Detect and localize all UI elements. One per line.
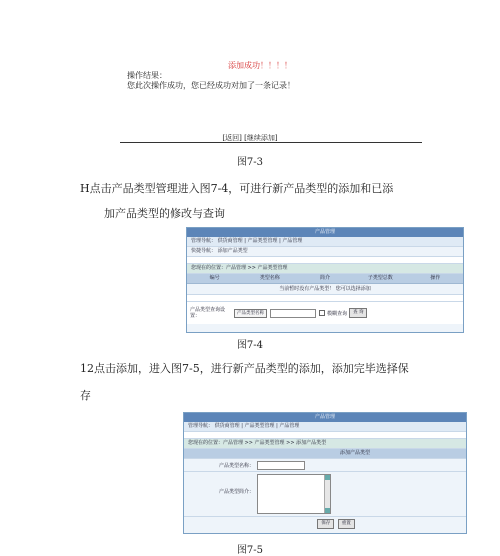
textarea-scrollbar[interactable]	[324, 475, 330, 513]
type-name-input[interactable]	[257, 461, 305, 470]
spacer	[187, 257, 463, 264]
query-button[interactable]: 查 询	[349, 308, 367, 318]
reset-button[interactable]: 重置	[338, 519, 355, 529]
figure-caption-7-4: 图7-4	[236, 340, 264, 351]
col-actions: 操作	[430, 275, 441, 281]
management-nav	[187, 237, 463, 247]
quick-nav-label: 快捷导航：	[191, 248, 217, 254]
type-desc-textarea[interactable]	[257, 474, 331, 514]
col-intro: 简介	[320, 275, 331, 281]
query-label: 产品类型查询设置：	[190, 307, 226, 319]
result-message: 您此次操作成功，您已经成功对加了一条记录！	[127, 81, 295, 90]
back-link[interactable]: [返回]	[222, 134, 242, 142]
col-type-name: 类型名称	[259, 275, 280, 281]
management-nav	[184, 422, 466, 432]
nav-label: 管理导航：	[191, 238, 217, 244]
type-name-label: 产品类型名称：	[218, 462, 254, 469]
success-message: 添加成功！！！！	[228, 61, 292, 70]
query-field-select[interactable]: 产品类型名称	[234, 309, 267, 318]
location-breadcrumb: 您现在的位置：产品管理 >> 产品类型管理	[187, 264, 463, 274]
nav-label: 管理导航：	[188, 423, 214, 429]
description-row	[184, 472, 466, 517]
continue-add-link[interactable]: [继续添加]	[244, 134, 278, 142]
table-header	[187, 274, 463, 284]
col-id: 编号	[209, 275, 220, 281]
form-title: 添加产品类型	[184, 449, 466, 459]
query-input[interactable]	[270, 309, 316, 318]
query-bar	[187, 302, 463, 324]
type-desc-label: 产品类型简介：	[218, 489, 254, 495]
result-label: 操作结果：	[127, 71, 167, 80]
form-buttons	[184, 517, 466, 529]
paragraph-2-line-1: 12点击添加，进入图7-5，进行新产品类型的添加，添加完毕选择保	[80, 362, 409, 375]
spacer	[187, 295, 463, 302]
save-button[interactable]: 保存	[317, 519, 334, 529]
fuzzy-query-checkbox[interactable]	[319, 310, 325, 316]
nav-items[interactable]: 供货商管理 | 产品类型管理 | 产品管理	[217, 238, 303, 244]
panel-header: 产品管理	[184, 413, 466, 422]
add-product-type-panel	[183, 412, 467, 534]
product-type-list-panel	[186, 227, 464, 333]
paragraph-2-line-2: 存	[80, 389, 91, 402]
empty-table-message: 当前暂时没有产品类型！ 您可以选择添加	[187, 284, 463, 295]
divider	[120, 142, 422, 143]
col-subtype-count: 子类型总数	[367, 275, 393, 281]
panel-header: 产品管理	[187, 228, 463, 237]
nav-items[interactable]: 供货商管理 | 产品类型管理 | 产品管理	[214, 423, 300, 429]
name-row	[184, 459, 466, 472]
figure-caption-7-5: 图7-5	[236, 545, 264, 556]
paragraph-1-line-1: H点击产品类型管理进入图7-4，可进行新产品类型的添加和已添	[80, 182, 394, 195]
location-breadcrumb: 您现在的位置：产品管理 >> 产品类型管理 >> 添加产品类型	[184, 439, 466, 449]
paragraph-1-line-2: 加产品类型的修改与查询	[104, 207, 225, 220]
figure-caption-7-3: 图7-3	[236, 157, 264, 168]
add-product-type-link[interactable]: 添加产品类型	[217, 248, 248, 254]
fuzzy-query-label: 模糊查询	[327, 310, 348, 317]
quick-nav	[187, 247, 463, 257]
spacer	[184, 432, 466, 439]
